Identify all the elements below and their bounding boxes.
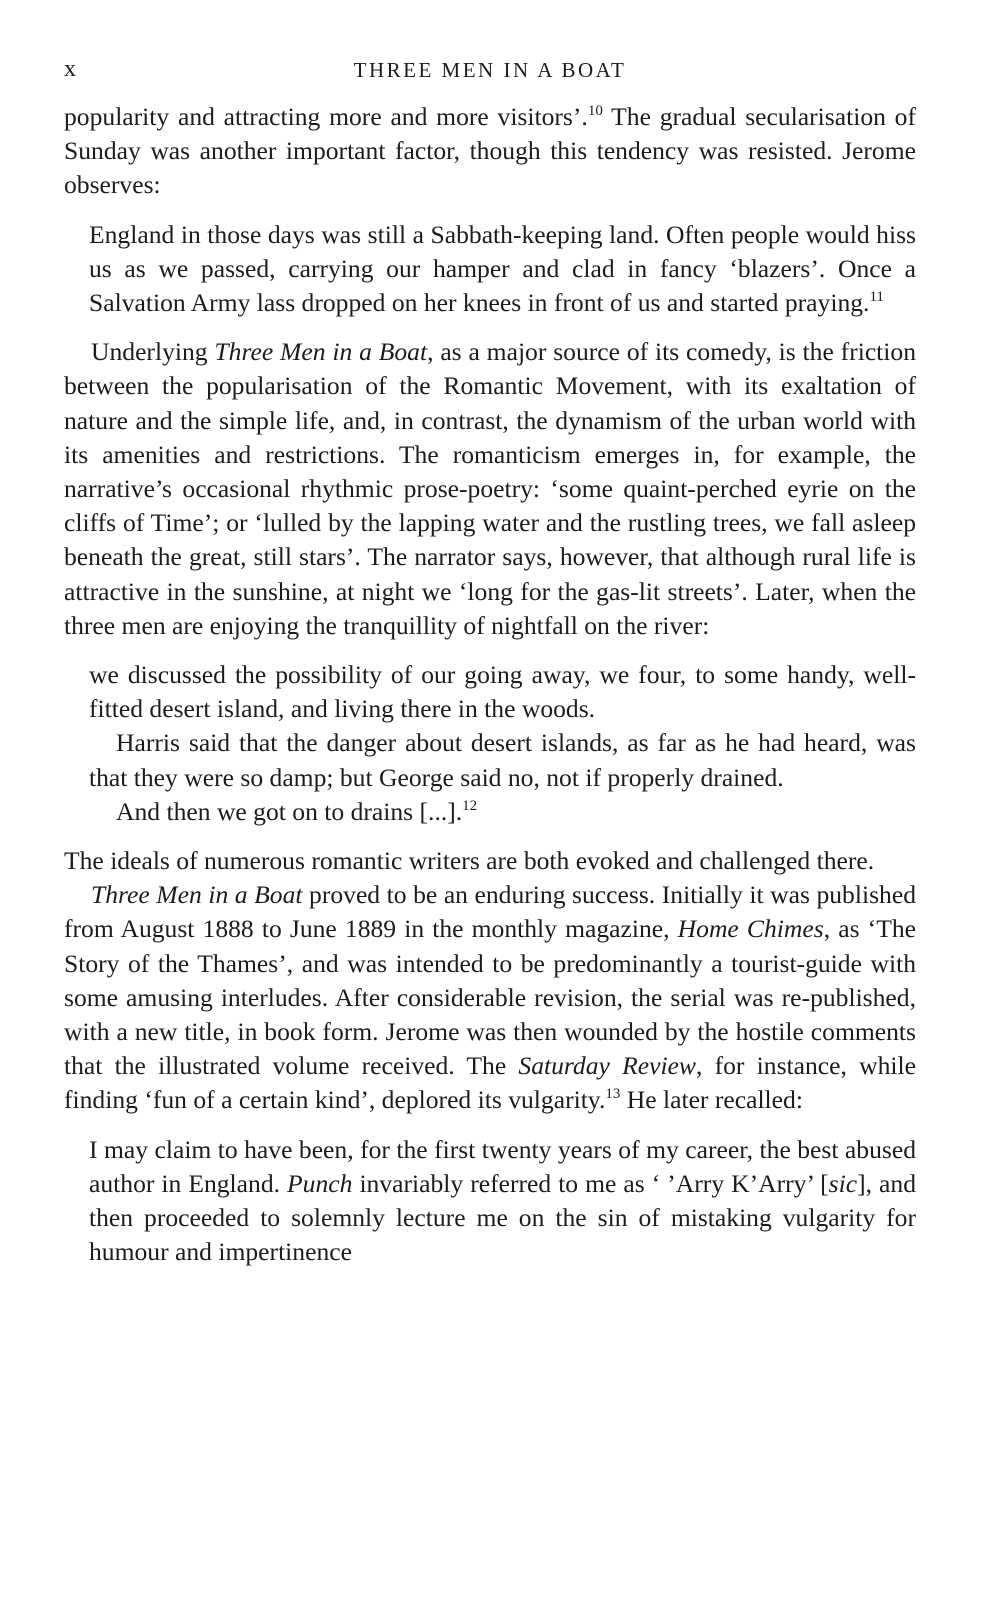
book-title: Three Men in a Boat: [91, 880, 303, 910]
block-quote-2: [89, 658, 916, 829]
running-title: THREE MEN IN A BOAT: [353, 58, 627, 82]
quote-2-para-c: [89, 795, 916, 829]
page-header: [64, 56, 916, 86]
periodical-title: Punch: [287, 1168, 353, 1198]
text-run: England in those days was still a Sabbath-keeping land. Often people would hiss us as we passed, carrying our hamper and clad in fancy ‘blazers’. Once a Salvation Army lass dropped on her knees in front of us and started praying.: [89, 219, 916, 318]
text-run: And then we got on to drains [...].: [116, 796, 463, 826]
book-title: Three Men in a Boat: [214, 337, 428, 367]
text-run: Underlying: [91, 337, 215, 367]
text-run: , as ‘The Story of the Thames’, and was intended to be predominantly a tourist-guide with some amusing interludes. After considerable revision, the serial was re-published, with a new title, in book form. Jerome was then wounded by the hostile comments that the illustrated volume received. The: [64, 914, 916, 1081]
block-quote-3: [89, 1133, 916, 1270]
quote-3-text: [89, 1133, 916, 1270]
text-run: invariably referred to me as ‘ ’Arry K’Arry’ [: [352, 1168, 829, 1198]
body-text: [64, 100, 916, 1285]
paragraph-1: [64, 100, 916, 203]
text-run: proved to be an enduring success. Initially it was published from August 1888 to June 1889 in the monthly magazine,: [64, 880, 916, 944]
periodical-title: Saturday Review: [518, 1051, 696, 1081]
sic-marker: sic: [828, 1168, 858, 1198]
footnote-ref-13: 13: [605, 1086, 621, 1103]
quote-1-text: [89, 218, 916, 321]
text-run: He later recalled:: [620, 1085, 803, 1115]
paragraph-4: [64, 878, 916, 1117]
paragraph-2: [64, 335, 916, 643]
quote-2-para-b: Harris said that the danger about desert islands, as far as he had heard, was that they were so damp; but George said no, not if properly drained.: [89, 728, 916, 792]
text-run: , for instance, while finding ‘fun of a certain kind’, deplored its vulgarity.: [64, 1051, 916, 1115]
text-run: I may claim to have been, for the first twenty years of my career, the best abused author in England.: [89, 1134, 916, 1198]
footnote-ref-11: 11: [869, 289, 884, 306]
page-number: x: [64, 56, 77, 82]
magazine-title: Home Chimes: [677, 914, 824, 944]
quote-2-para-a: we discussed the possibility of our going away, we four, to some handy, well-fitted desert island, and living there in the woods.: [89, 660, 916, 724]
block-quote-1: [89, 218, 916, 321]
text-run: The gradual secularisation of Sunday was another important factor, though this tendency was resisted. Jerome observes:: [64, 102, 917, 200]
text-run: popularity and attracting more and more visitors’.: [64, 102, 588, 131]
paragraph-3: The ideals of numerous romantic writers are both evoked and challenged there.: [64, 846, 875, 876]
text-run: , as a major source of its comedy, is the friction between the popularisation of the Romantic Movement, with its exaltation of nature and the simple life, and, in contrast, the dynamism of the urban world with its amenities and restrictions. The romanticism emerges in, for example, the narrative’s occasional rhythmic prose-poetry: ‘some quaint-perched eyrie on the cliffs of Time’; or ‘lulled by the lapping water and the rustling trees, we fall asleep beneath the great, still stars’. The narrator says, however, that although rural life is attractive in the sunshine, at night we ‘long for the gas-lit streets’. Later, when the three men are enjoying the tranquillity of nightfall on the river:: [64, 337, 916, 640]
footnote-ref-10: 10: [587, 103, 603, 119]
footnote-ref-12: 12: [462, 797, 478, 814]
text-run: ], and then proceeded to solemnly lecture me on the sin of mistaking vulgarity for humour and impertinence: [89, 1168, 916, 1267]
